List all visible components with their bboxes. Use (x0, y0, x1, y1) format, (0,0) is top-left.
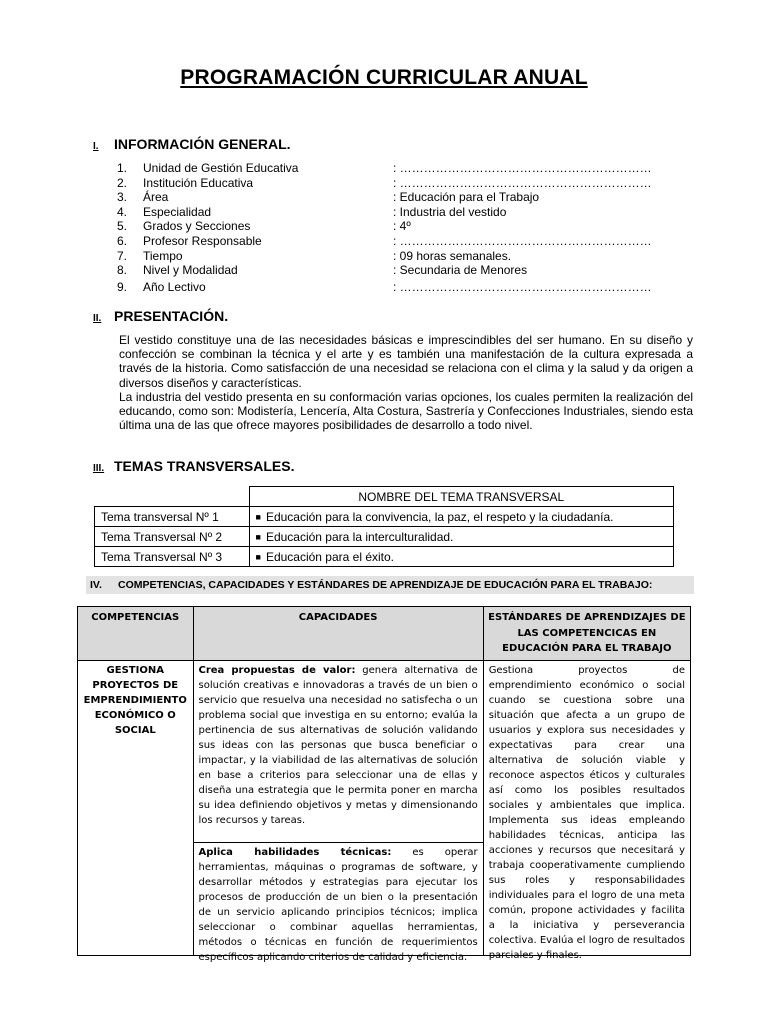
info-number: 1. (117, 161, 128, 175)
bullet-icon: ■ (255, 531, 261, 542)
info-row (117, 249, 652, 264)
topic-value: Educación para la convivencia, la paz, el respeto y la ciudadanía. (265, 509, 614, 524)
capacity-cell (193, 843, 483, 964)
info-label: Grados y Secciones (143, 219, 251, 234)
info-label: Área (143, 190, 169, 205)
table-row (95, 527, 674, 547)
section-3-title: TEMAS TRANSVERSALES. (114, 458, 295, 474)
section-3-number: III. (93, 463, 105, 474)
info-row (117, 161, 652, 176)
section-2-title: PRESENTACIÓN. (114, 308, 229, 324)
info-value: : 4º (393, 219, 411, 234)
info-value: : 09 horas semanales. (393, 248, 512, 263)
info-number: 6. (117, 233, 128, 248)
topic-value: Educación para la interculturalidad. (265, 529, 454, 544)
info-number: 2. (117, 175, 128, 190)
capacity-2-text: es operar herramientas, máquinas o programas de software, y desarrollar métodos y estrategias para ejecutar los procesos de producción de un bien o la presentación de un servicio aplicando principios técnicos; implica seleccionar o combinar aquellas herramientas, métodos o técnicas en función de requerimientos específicos aplicando criterios de calidad y eficiencia. (198, 847, 478, 964)
empty-cell (95, 487, 250, 507)
capacity-2 (198, 845, 478, 964)
info-label: Profesor Responsable (143, 233, 262, 248)
info-row (117, 280, 652, 295)
info-number: 3. (117, 190, 128, 205)
column-header: CAPACIDADES (193, 607, 483, 661)
capacity-2-title: Aplica habilidades técnicas: (198, 847, 392, 859)
capacity-cell (193, 660, 483, 843)
page-title: PROGRAMACIÓN CURRICULAR ANUAL (180, 66, 588, 89)
table-header-row (78, 607, 691, 661)
section-1-number: I. (93, 141, 99, 152)
info-value: : Industria del vestido (393, 204, 507, 219)
competencies-table (77, 606, 691, 964)
info-row (117, 263, 652, 278)
info-label: Institución Educativa (143, 175, 254, 190)
info-number: 7. (117, 248, 128, 263)
section-4-number: IV. (90, 579, 102, 591)
table-header-row (95, 487, 674, 507)
info-label: Especialidad (143, 204, 212, 219)
competency-name: GESTIONA PROYECTOS DE EMPRENDIMIENTO ECONÓMICO O SOCIAL (78, 660, 194, 955)
info-value: : Educación para el Trabajo (393, 190, 540, 205)
info-row (117, 219, 652, 234)
section-4-title: COMPETENCIAS, CAPACIDADES Y ESTÁNDARES DE APRENDIZAJE DE EDUCACIÓN PARA EL TRABAJO: (118, 579, 653, 591)
info-number: 8. (117, 263, 128, 278)
info-label: Tiempo (143, 248, 183, 263)
transversal-topics-table (94, 486, 674, 567)
table-row (95, 507, 674, 527)
section-4-heading (86, 576, 694, 594)
info-row (117, 205, 652, 220)
table-row (95, 547, 674, 567)
topic-label: Tema Transversal Nº 3 (95, 547, 250, 567)
info-row (117, 176, 652, 191)
capacity-1 (199, 663, 478, 840)
presentation-text (119, 333, 693, 432)
table-row (78, 660, 691, 843)
topic-value: Educación para el éxito. (265, 549, 395, 564)
info-label: Año Lectivo (143, 279, 206, 294)
presentation-paragraph-2: La industria del vestido presenta en su conformación varias opciones, los cuales permiten la realización del educando, como son: Modistería, Lencería, Alta Costura, Sastrería y Confecciones Industriales, siendo esta última una de las que ofrece mayores posibilidades de desarrollo a todo nivel. (119, 389, 693, 433)
info-number: 4. (117, 204, 128, 219)
column-header: ESTÁNDARES DE APRENDIZAJES DE LAS COMPETENCICAS EN EDUCACIÓN PARA EL TRABAJO (483, 607, 690, 661)
info-number: 9. (117, 279, 128, 294)
topic-value-cell (249, 507, 674, 527)
section-3-heading (93, 458, 294, 474)
capacity-1-text: genera alternativa de solución creativas e innovadoras a través de un bien o servicio que resuelva una necesidad no satisfecha o un problema social que investiga en su entorno; evalúa la pertinencia de sus alternativas de solución validando sus ideas con las personas que busca beneficiar o impactar, y la viabilidad de las alternativas de solución en base a criterios para seleccionar una de ellas y diseña una estrategia que le permita poner en marcha su idea definiendo objetivos y metas y dimensionando los recursos y tareas. (198, 664, 478, 826)
topic-value-cell (249, 527, 674, 547)
section-1-heading (93, 136, 291, 152)
info-value: : ……………………………………………………… (393, 161, 652, 175)
section-2-number: II. (93, 313, 102, 324)
section-2-heading (93, 308, 228, 324)
column-header: COMPETENCIAS (78, 607, 194, 661)
info-value: : Secundaria de Menores (393, 263, 528, 278)
topic-label: Tema transversal Nº 1 (95, 507, 250, 527)
standard-cell (483, 660, 690, 961)
presentation-paragraph-1: El vestido constituye una de las necesidades básicas e imprescindibles del ser humano. En su diseño y confección se combinan la técnica y el arte y es también una manifestación de la cultura expresada a través de la historia. Como satisfacción de una necesidad se relaciona con el clima y la salud y da origen a diversos diseños y características. (119, 333, 693, 390)
bullet-icon: ■ (255, 551, 261, 562)
info-value: : ……………………………………………………… (393, 233, 652, 248)
standard-text: Gestiona proyectos de emprendimiento económico o social cuando se cuestiona sobre una situación que afecta a un grupo de usuarios y explora sus necesidades y expectativas para crear una alternativa de solución viable y reconoce aspectos éticos y culturales así como los posibles resultados sociales y ambientales que implica. Implementa sus ideas empleando habilidades técnicas, anticipa las acciones y recursos que necesitará y trabaja cooperativamente cumpliendo sus roles y responsabilidades individuales para el logro de una meta común, propone actividades y facilita a la iniciativa y perseverancia colectiva. Evalúa el logro de resultados parciales y finales. (488, 664, 685, 961)
capacity-1-title: Crea propuestas de valor: (198, 664, 356, 676)
table-header: NOMBRE DEL TEMA TRANSVERSAL (249, 487, 674, 507)
topic-value-cell (249, 547, 674, 567)
info-row (117, 234, 652, 249)
topic-label: Tema Transversal Nº 2 (95, 527, 250, 547)
info-value: : ……………………………………………………… (393, 279, 652, 294)
info-label: Unidad de Gestión Educativa (143, 161, 299, 175)
section-1-title: INFORMACIÓN GENERAL. (114, 136, 291, 152)
info-number: 5. (117, 219, 128, 234)
bullet-icon: ■ (255, 511, 261, 522)
info-label: Nivel y Modalidad (143, 263, 238, 278)
info-row (117, 190, 652, 205)
info-value: : ……………………………………………………… (393, 175, 652, 190)
info-list (117, 161, 652, 294)
